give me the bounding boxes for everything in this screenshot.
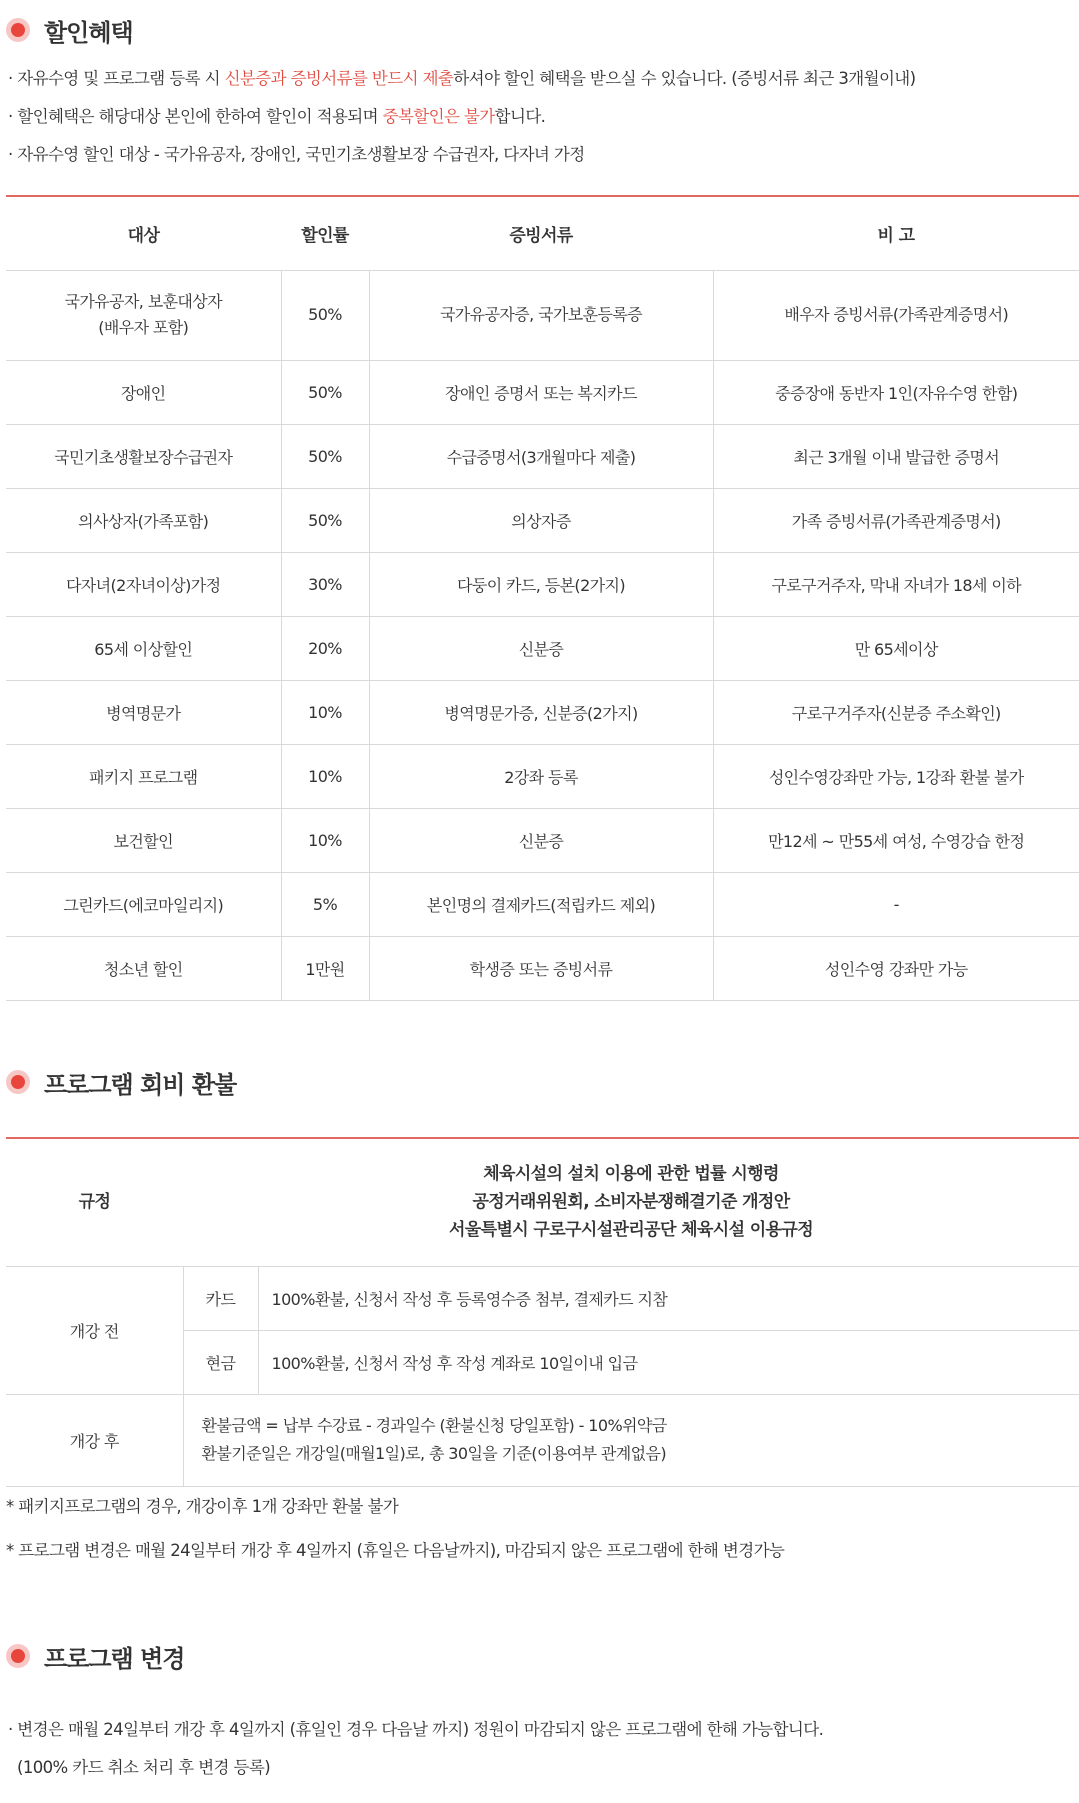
cell-note: 배우자 증빙서류(가족관계증명서) [713,270,1079,360]
cell-target: 장애인 [6,360,281,424]
cell-rate: 1만원 [281,936,369,1000]
cell-target: 병역명문가 [6,680,281,744]
cell-docs: 장애인 증명서 또는 복지카드 [369,360,713,424]
discount-section-header [6,14,133,46]
discount-note: · 자유수영 할인 대상 - 국가유공자, 장애인, 국민기초생활보장 수급권자, 다자녀 가정 [8,145,585,164]
discount-note: · 자유수영 및 프로그램 등록 시 신분증과 증빙서류를 반드시 제출하셔야 할인 혜택을 받으실 수 있습니다. (증빙서류 최근 3개월이내) [8,69,916,88]
rule-label: 규정 [6,1139,183,1266]
section-bullet-icon [6,18,30,42]
refund-table [6,1139,1079,1487]
after-label: 개강 후 [6,1394,183,1486]
cell-target: 보건할인 [6,808,281,872]
change-note: (100% 카드 취소 처리 후 변경 등록) [17,1758,271,1777]
footnote: * 프로그램 변경은 매월 24일부터 개강 후 4일까지 (휴일은 다음날까지), 마감되지 않은 프로그램에 한해 변경가능 [6,1541,785,1560]
cell-docs: 의상자증 [369,488,713,552]
before-label: 개강 전 [6,1266,183,1394]
cell-docs: 다둥이 카드, 등본(2가지) [369,552,713,616]
cell-docs: 신분증 [369,808,713,872]
table-row [6,744,1079,808]
section-bullet-icon [6,1070,30,1094]
cell-rate: 5% [281,872,369,936]
footnote: * 패키지프로그램의 경우, 개강이후 1개 강좌만 환불 불가 [6,1497,399,1516]
refund-footnotes [6,1493,784,1565]
table-row [6,270,1079,360]
change-section-header [6,1640,184,1672]
cell-rate: 10% [281,744,369,808]
cell-target: 패키지 프로그램 [6,744,281,808]
cell-note: 최근 3개월 이내 발급한 증명서 [713,424,1079,488]
cell-docs: 병역명문가증, 신분증(2가지) [369,680,713,744]
section-bullet-icon [6,1644,30,1668]
refund-section-title: 프로그램 회비 환불 [44,1070,237,1099]
cell-rate: 50% [281,270,369,360]
change-section-title: 프로그램 변경 [44,1644,185,1673]
table-row [6,936,1079,1000]
cash-label: 현금 [183,1330,258,1394]
table-row [6,680,1079,744]
cell-docs: 수급증명서(3개월마다 제출) [369,424,713,488]
card-text: 100%환불, 신청서 작성 후 등록영수증 첨부, 결제카드 지참 [258,1266,1079,1330]
refund-section-header [6,1066,236,1098]
highlight-text: 중복할인은 불가 [382,107,495,126]
cell-target: 청소년 할인 [6,936,281,1000]
header-docs: 증빙서류 [369,197,713,270]
table-row [6,360,1079,424]
cell-note: 성인수영 강좌만 가능 [713,936,1079,1000]
table-row [6,488,1079,552]
cell-docs: 국가유공자증, 국가보훈등록증 [369,270,713,360]
change-notes [8,1711,1069,1787]
change-note: · 변경은 매월 24일부터 개강 후 4일까지 (휴일인 경우 다음날 까지) 정원이 마감되지 않은 프로그램에 한해 가능합니다. [8,1720,824,1739]
cell-target: 65세 이상할인 [6,616,281,680]
cell-note: 만 65세이상 [713,616,1079,680]
refund-rule-row [6,1139,1079,1266]
highlight-text: 신분증과 증빙서류를 반드시 제출 [224,69,454,88]
cell-target: 국가유공자, 보훈대상자 (배우자 포함) [6,270,281,360]
discount-section-title: 할인혜택 [44,18,133,47]
cell-rate: 20% [281,616,369,680]
header-note: 비 고 [713,197,1079,270]
header-target: 대상 [6,197,281,270]
cell-rate: 30% [281,552,369,616]
discount-note: · 할인혜택은 해당대상 본인에 한하여 할인이 적용되며 중복할인은 불가합니다. [8,107,546,126]
discount-notes [8,60,1069,174]
table-row [6,616,1079,680]
cell-docs: 신분증 [369,616,713,680]
cell-note: - [713,872,1079,936]
cell-target: 다자녀(2자녀이상)가정 [6,552,281,616]
rule-text: 체육시설의 설치 이용에 관한 법률 시행령 공정거래위원회, 소비자분쟁해결기준 개정안 서울특별시 구로구시설관리공단 체육시설 이용규정 [183,1139,1079,1266]
cell-note: 만12세 ~ 만55세 여성, 수영강습 한정 [713,808,1079,872]
cell-docs: 학생증 또는 증빙서류 [369,936,713,1000]
cash-text: 100%환불, 신청서 작성 후 작성 계좌로 10일이내 입금 [258,1330,1079,1394]
table-row [6,552,1079,616]
cell-docs: 2강좌 등록 [369,744,713,808]
cell-target: 국민기초생활보장수급권자 [6,424,281,488]
header-rate: 할인률 [281,197,369,270]
cell-rate: 50% [281,360,369,424]
table-row [6,872,1079,936]
refund-after-row [6,1394,1079,1486]
cell-note: 구로구거주자, 막내 자녀가 18세 이하 [713,552,1079,616]
table-row [6,808,1079,872]
cell-target: 의사상자(가족포함) [6,488,281,552]
cell-rate: 10% [281,680,369,744]
after-text: 환불금액 = 납부 수강료 - 경과일수 (환불신청 당일포함) - 10%위약금 환불기준일은 개강일(매월1일)로, 총 30일을 기준(이용여부 관계없음) [183,1394,1079,1486]
cell-note: 가족 증빙서류(가족관계증명서) [713,488,1079,552]
cell-docs: 본인명의 결제카드(적립카드 제외) [369,872,713,936]
refund-card-row [6,1266,1079,1330]
cell-note: 성인수영강좌만 가능, 1강좌 환불 불가 [713,744,1079,808]
card-label: 카드 [183,1266,258,1330]
cell-note: 중증장애 동반자 1인(자유수영 한함) [713,360,1079,424]
discount-table [6,197,1079,1001]
cell-target: 그린카드(에코마일리지) [6,872,281,936]
cell-rate: 50% [281,488,369,552]
cell-note: 구로구거주자(신분증 주소확인) [713,680,1079,744]
table-header-row [6,197,1079,270]
cell-rate: 50% [281,424,369,488]
cell-rate: 10% [281,808,369,872]
table-row [6,424,1079,488]
